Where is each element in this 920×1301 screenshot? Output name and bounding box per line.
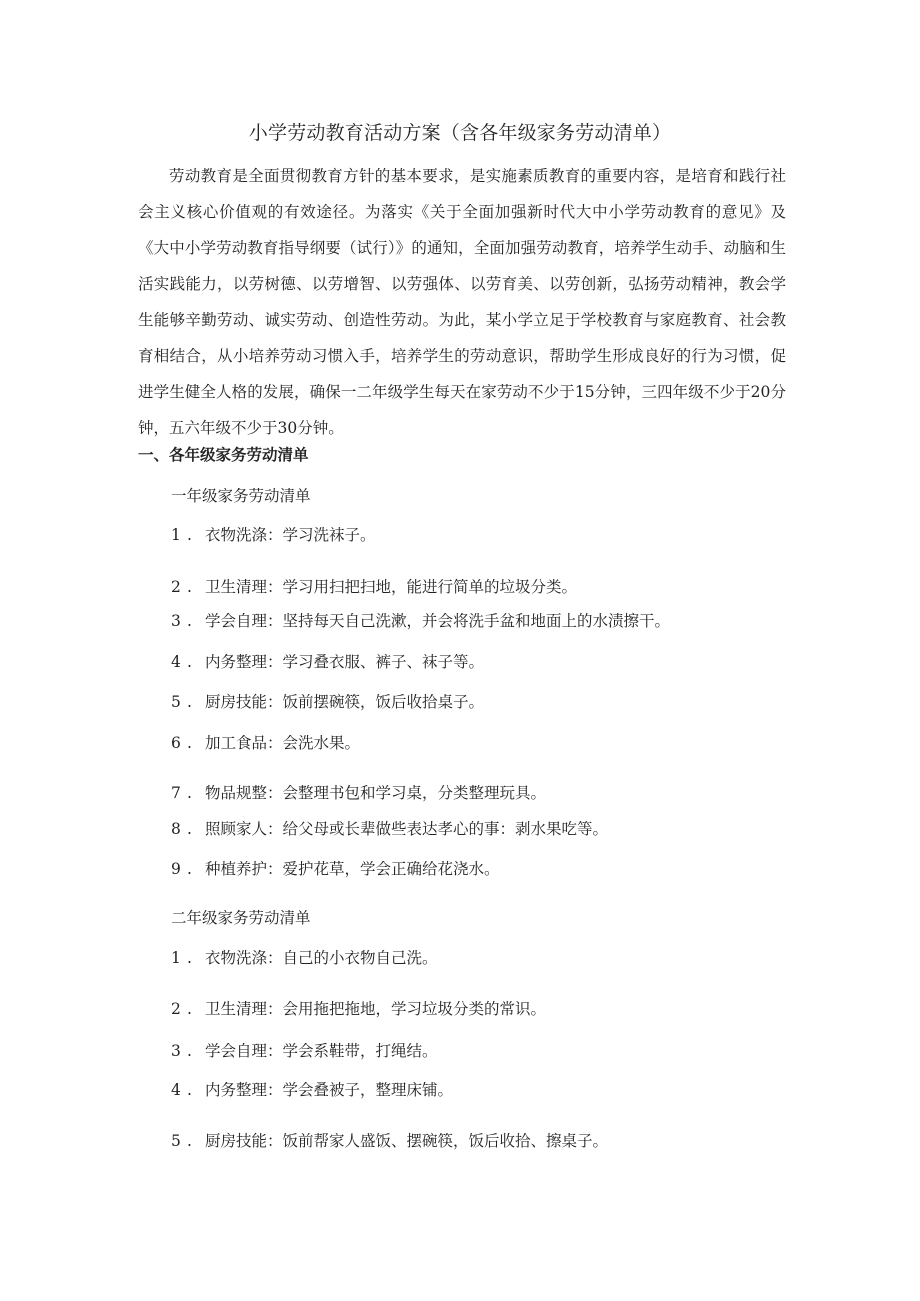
item-number: 2 bbox=[171, 578, 181, 596]
item-number: 2 bbox=[171, 1000, 181, 1018]
item-text: 学会自理：坚持每天自己洗漱，并会将洗手盆和地面上的水渍擦干。 bbox=[205, 612, 671, 630]
item-number: 3 bbox=[171, 1042, 181, 1060]
list-item: 1 . 衣物洗涤：学习洗袜子。 bbox=[171, 526, 376, 544]
item-text: 种植养护：爱护花草，学会正确给花浇水。 bbox=[205, 860, 500, 878]
section-heading: 一、各年级家务劳动清单 bbox=[138, 446, 309, 464]
item-number: 7 bbox=[171, 784, 181, 802]
document-title: 小学劳动教育活动方案（含各年级家务劳动清单） bbox=[248, 122, 672, 144]
item-number: 6 bbox=[171, 734, 181, 752]
intro-paragraph: 劳动教育是全面贯彻教育方针的基本要求，是实施素质教育的重要内容，是培育和践行社会主义核心价值观的有效途径。为落实《关于全面加强新时代大中小学劳动教育的意见》及《大中小学劳动教育指导纲要（试行）》的通知，全面加强劳动教育，培养学生动手、动脑和生活实践能力，以劳树德、以劳增智、以劳强体、以劳育美、以劳创新，弘扬劳动精神，教会学生能够辛勤劳动、诚实劳动、创造性劳动。为此，某小学立足于学校教育与家庭教育、社会教育相结合，从小培养劳动习惯入手，培养学生的劳动意识，帮助学生形成良好的行为习惯，促进学生健全人格的发展，确保一二年级学生每天在家劳动不少于15分钟，三四年级不少于20分钟，五六年级不少于30分钟。 bbox=[138, 167, 786, 437]
list-item: 2 . 卫生清理：学习用扫把扫地，能进行简单的垃圾分类。 bbox=[171, 578, 578, 596]
list-item: 3 . 学会自理：学会系鞋带，打绳结。 bbox=[171, 1042, 438, 1060]
item-text: 衣物洗涤：自己的小衣物自己洗。 bbox=[205, 949, 438, 967]
item-text: 物品规整：会整理书包和学习桌，分类整理玩具。 bbox=[205, 784, 547, 802]
item-number: 1 bbox=[171, 949, 181, 967]
item-text: 卫生清理：学习用扫把扫地，能进行简单的垃圾分类。 bbox=[205, 578, 578, 596]
item-number: 1 bbox=[171, 526, 181, 544]
item-number: 3 bbox=[171, 612, 181, 630]
item-number: 4 bbox=[171, 1081, 181, 1099]
list-item: 5 . 厨房技能：饭前摆碗筷，饭后收拾桌子。 bbox=[171, 693, 485, 711]
item-number: 4 bbox=[171, 653, 181, 671]
list-item: 5 . 厨房技能：饭前帮家人盛饭、摆碗筷，饭后收拾、擦桌子。 bbox=[171, 1132, 609, 1150]
list-item: 6 . 加工食品：会洗水果。 bbox=[171, 734, 361, 752]
item-text: 衣物洗涤：学习洗袜子。 bbox=[205, 526, 376, 544]
item-text: 厨房技能：饭前摆碗筷，饭后收拾桌子。 bbox=[205, 693, 485, 711]
item-text: 学会自理：学会系鞋带，打绳结。 bbox=[205, 1042, 438, 1060]
list-item: 1 . 衣物洗涤：自己的小衣物自己洗。 bbox=[171, 949, 438, 967]
list-item: 2 . 卫生清理：会用拖把拖地，学习垃圾分类的常识。 bbox=[171, 1000, 547, 1018]
item-text: 内务整理：学习叠衣服、裤子、袜子等。 bbox=[205, 653, 485, 671]
list-item: 9 . 种植养护：爱护花草，学会正确给花浇水。 bbox=[171, 860, 500, 878]
list-item: 3 . 学会自理：坚持每天自己洗漱，并会将洗手盆和地面上的水渍擦干。 bbox=[171, 612, 671, 630]
item-text: 内务整理：学会叠被子，整理床铺。 bbox=[205, 1081, 454, 1099]
item-text: 厨房技能：饭前帮家人盛饭、摆碗筷，饭后收拾、擦桌子。 bbox=[205, 1132, 609, 1150]
item-number: 5 bbox=[171, 693, 181, 711]
item-number: 5 bbox=[171, 1132, 181, 1150]
item-number: 8 bbox=[171, 820, 181, 838]
list-item: 4 . 内务整理：学习叠衣服、裤子、袜子等。 bbox=[171, 653, 485, 671]
grade2-heading: 二年级家务劳动清单 bbox=[171, 909, 311, 927]
item-text: 加工食品：会洗水果。 bbox=[205, 734, 361, 752]
item-number: 9 bbox=[171, 860, 181, 878]
list-item: 4 . 内务整理：学会叠被子，整理床铺。 bbox=[171, 1081, 454, 1099]
list-item: 7 . 物品规整：会整理书包和学习桌，分类整理玩具。 bbox=[171, 784, 547, 802]
grade1-heading: 一年级家务劳动清单 bbox=[171, 487, 311, 505]
list-item: 8 . 照顾家人：给父母或长辈做些表达孝心的事：剥水果吃等。 bbox=[171, 820, 609, 838]
item-text: 照顾家人：给父母或长辈做些表达孝心的事：剥水果吃等。 bbox=[205, 820, 609, 838]
item-text: 卫生清理：会用拖把拖地，学习垃圾分类的常识。 bbox=[205, 1000, 547, 1018]
